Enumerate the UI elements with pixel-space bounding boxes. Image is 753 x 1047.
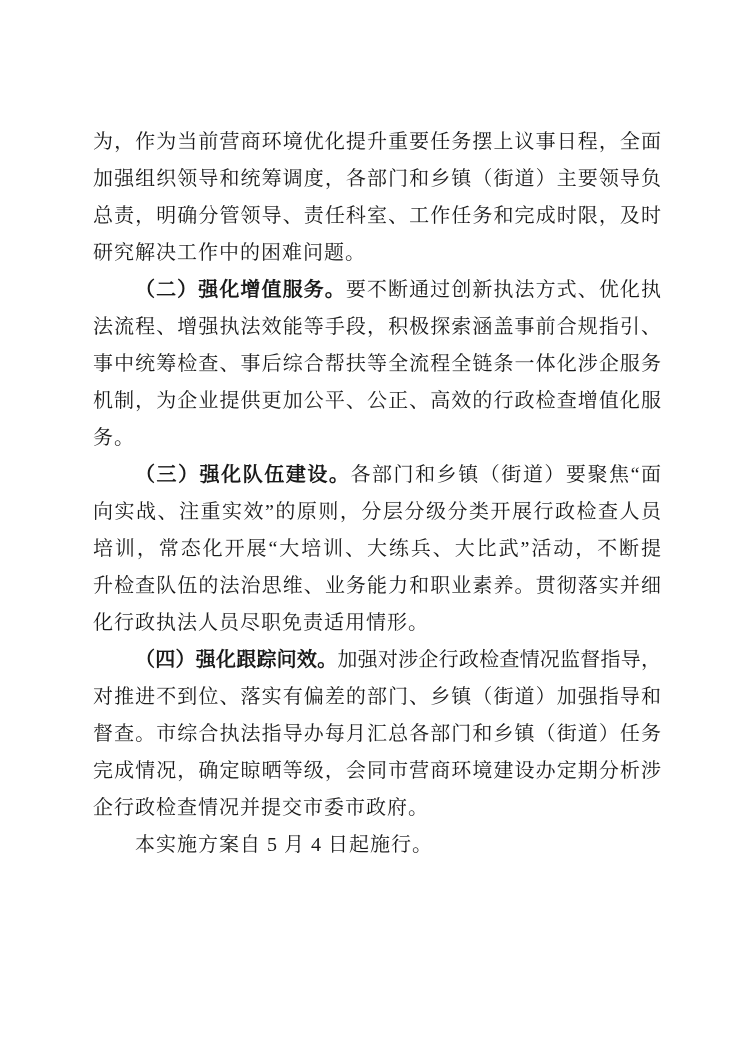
section-heading: （二）强化增值服务。 (135, 279, 346, 301)
body-text: 加强对涉企行政检查情况监督指导， (337, 649, 661, 671)
body-text: 总责，明确分管领导、责任科室、工作任务和完成时限，及时 (93, 205, 661, 227)
text-line (93, 457, 661, 494)
body-text: 本实施方案自 5 月 4 日起施行。 (135, 834, 433, 856)
body-text: 化行政执法人员尽职免责适用情形。 (93, 612, 429, 634)
text-line (93, 420, 661, 457)
text-line (93, 679, 661, 716)
text-line (93, 309, 661, 346)
body-text: 研究解决工作中的困难问题。 (93, 242, 366, 264)
document-text-block (93, 124, 661, 864)
body-text: 对推进不到位、落实有偏差的部门、乡镇（街道）加强指导和 (93, 686, 661, 708)
body-text: 完成情况，确定晾晒等级，会同市营商环境建设办定期分析涉 (93, 760, 661, 782)
text-line (93, 494, 661, 531)
body-text: 培训，常态化开展“大培训、大练兵、大比武”活动，不断提 (93, 538, 661, 560)
body-text: 为，作为当前营商环境优化提升重要任务摆上议事日程，全面 (93, 131, 661, 153)
body-text: 向实战、注重实效”的原则，分层分级分类开展行政检查人员 (93, 501, 661, 523)
text-line (93, 642, 661, 679)
text-line (93, 605, 661, 642)
body-text: 企行政检查情况并提交市委市政府。 (93, 797, 429, 819)
body-text: 督查。市综合执法指导办每月汇总各部门和乡镇（街道）任务 (93, 723, 661, 745)
text-line (93, 272, 661, 309)
text-line (93, 753, 661, 790)
section-heading: （四）强化跟踪问效。 (135, 649, 338, 671)
text-line (93, 235, 661, 272)
section-heading: （三）强化队伍建设。 (135, 464, 351, 486)
body-text: 各部门和乡镇（街道）要聚焦“面 (350, 464, 661, 486)
body-text: 升检查队伍的法治思维、业务能力和职业素养。贯彻落实并细 (93, 575, 661, 597)
text-line (93, 568, 661, 605)
body-text: 要不断通过创新执法方式、优化执 (345, 279, 661, 301)
text-line (93, 198, 661, 235)
text-line (93, 161, 661, 198)
text-line (93, 531, 661, 568)
text-line (93, 827, 661, 864)
body-text: 务。 (93, 427, 135, 449)
text-line (93, 124, 661, 161)
body-text: 法流程、增强执法效能等手段，积极探索涵盖事前合规指引、 (93, 316, 661, 338)
text-line (93, 716, 661, 753)
body-text: 事中统筹检查、事后综合帮扶等全流程全链条一体化涉企服务 (93, 353, 661, 375)
body-text: 机制，为企业提供更加公平、公正、高效的行政检查增值化服 (93, 390, 661, 412)
text-line (93, 383, 661, 420)
text-line (93, 346, 661, 383)
body-text: 加强组织领导和统筹调度，各部门和乡镇（街道）主要领导负 (93, 168, 661, 190)
text-line (93, 790, 661, 827)
